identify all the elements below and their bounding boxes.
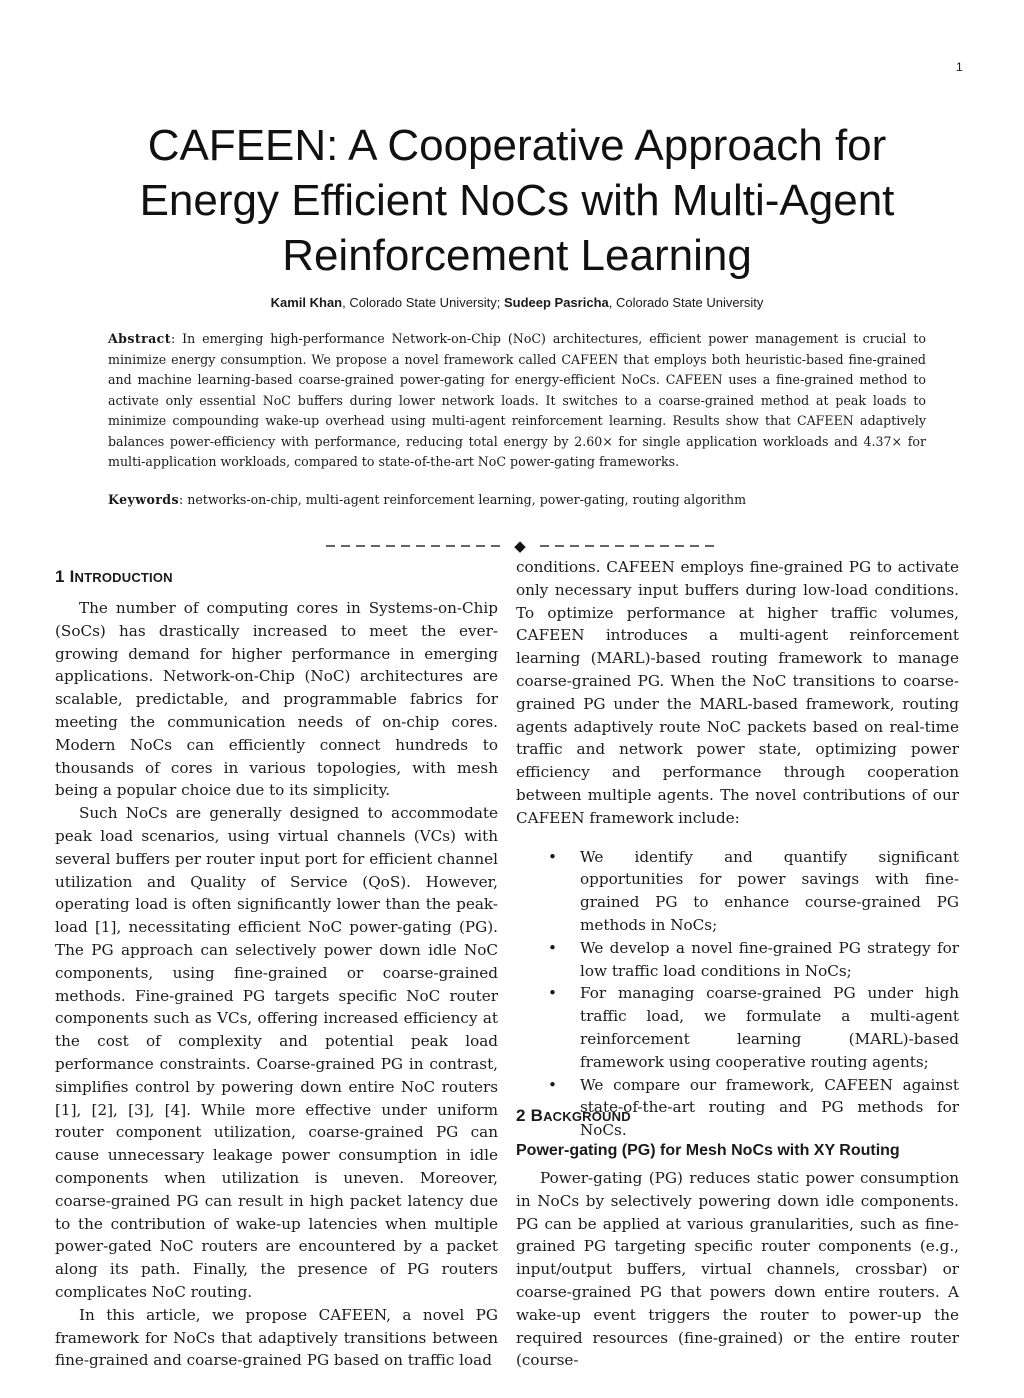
section-1-first-letter: I	[69, 567, 75, 586]
intro-paragraph-1: The number of computing cores in Systems-on-Chip (SoCs) has drastically increased to meet the ever-growing demand for higher performance in emerging applications. Network-on-Chip (NoC) architectures are scalable, predictable, and programmable fabrics for meeting the communication needs of on-chip cores. Modern NoCs can efficiently connect hundreds to thousands of cores in various topologies, with mesh being a popular choice due to its simplicity.	[55, 599, 498, 800]
intro-paragraph-3: In this article, we propose CAFEEN, a novel PG framework for NoCs that adaptively transitions between fine-grained and coarse-grained PG based on traffic load	[55, 1305, 498, 1370]
bullet-icon: •	[548, 938, 557, 957]
intro-continuation: conditions. CAFEEN employs fine-grained PG to activate only necessary input buffers during low-load conditions. To optimize performance at higher traffic volumes, CAFEEN introduces a multi-agent reinforcement learning (MARL)-based routing framework to manage coarse-grained PG. When the NoC transitions to coarse-grained PG under the MARL-based framework, routing agents adaptively route NoC packets based on real-time traffic and network power state, optimizing power efficiency and performance through cooperation between multiple agents. The novel contributions of our CAFEEN framework include:	[516, 558, 959, 827]
list-item: • For managing coarse-grained PG under high traffic load, we formulate a multi-agent reinforcement learning (MARL)-based framework using cooperative routing agents;	[548, 984, 959, 1071]
paper-title-line-1: CAFEEN: A Cooperative Approach for	[147, 121, 887, 170]
section-1-number: 1	[55, 567, 70, 586]
background-paragraph: Power-gating (PG) reduces static power consumption in NoCs by selectively powering down idle components. PG can be applied at various granularities, such as fine-grained PG targeting specific router components (e.g., input/output buffers, virtual channels, crossbar) or coarse-grained PG that powers down entire routers. A wake-up event triggers the router to power-up the required resources (fine-grained) or the entire router (course-	[516, 1169, 959, 1370]
section-1-rest: NTRODUCTION	[74, 570, 173, 585]
section-divider	[320, 535, 720, 555]
right-column	[516, 556, 959, 1142]
author-1-name: Kamil Khan	[270, 295, 343, 310]
title-block	[100, 118, 934, 310]
page-number: 1	[956, 60, 963, 74]
author-2-affiliation: , Colorado State University	[608, 295, 764, 310]
section-1-heading	[55, 567, 173, 587]
list-item: • We compare our framework, CAFEEN against state-of-the-art routing and PG methods for NoCs.	[548, 1075, 959, 1140]
section-2-heading	[516, 1106, 631, 1126]
keywords-label: Keywords	[108, 492, 179, 507]
keywords	[108, 490, 926, 511]
author-2-name: Sudeep Pasricha	[503, 295, 609, 310]
bullet-icon: •	[548, 847, 557, 866]
bullet-icon: •	[548, 1075, 557, 1094]
contributions-list	[516, 846, 959, 1142]
section-2-rest: ACKGROUND	[543, 1109, 631, 1124]
paper-title-line-3: Reinforcement Learning	[282, 231, 752, 280]
paper-title-line-2: Energy Efficient NoCs with Multi-Agent	[139, 176, 895, 225]
keywords-text: : networks-on-chip, multi-agent reinforcement learning, power-gating, routing algorithm	[178, 492, 747, 507]
abstract-label: Abstract	[108, 331, 171, 346]
background-paragraph-block	[516, 1167, 959, 1372]
left-column	[55, 597, 498, 1372]
abstract	[108, 329, 926, 473]
list-item: • We identify and quantify significant opportunities for power savings with fine-grained PG to enhance course-grained PG methods in NoCs;	[548, 847, 959, 934]
author-line	[100, 295, 934, 310]
divider-lines	[320, 535, 720, 555]
subsection-heading: Power-gating (PG) for Mesh NoCs with XY Routing	[516, 1142, 900, 1159]
author-1-affiliation: , Colorado State University;	[342, 295, 504, 310]
section-2-number: 2	[516, 1106, 531, 1125]
intro-paragraph-2: Such NoCs are generally designed to accommodate peak load scenarios, using virtual channels (VCs) with several buffers per router input port for efficient channel utilization and Quality of Service (QoS). However, operating load is often significantly lower than the peak-load [1], necessitating efficient NoC power-gating (PG). The PG approach can selectively power down idle NoC components, using fine-grained or coarse-grained methods. Fine-grained PG targets specific NoC router components such as VCs, offering increased efficiency at the cost of complexity and potential peak load performance constraints. Coarse-grained PG in contrast, simplifies control by powering down entire NoC routers [1], [2], [3], [4]. While more effective under uniform router component utilization, coarse-grained PG can cause unnecessary leakage power consumption in idle components when utilization is uneven. Moreover, coarse-grained PG can result in high packet latency due to the contribution of wake-up latencies when multiple power-gated NoC routers are encountered by a packet along its path. Finally, the presence of PG routers complicates NoC routing.	[55, 804, 498, 1301]
bullet-icon: •	[548, 984, 557, 1003]
divider-diamond-icon: ◆	[514, 537, 526, 555]
abstract-text: : In emerging high-performance Network-on-Chip (NoC) architectures, efficient power management is crucial to minimize energy consumption. We propose a novel framework called CAFEEN that employs both heuristic-based fine-grained and machine learning-based coarse-grained power-gating for energy-efficient NoCs. CAFEEN uses a fine-grained method to activate only essential NoC buffers during lower network loads. It switches to a coarse-grained method at peak loads to minimize compounding wake-up overhead using multi-agent reinforcement learning. Results show that CAFEEN adaptively balances power-efficiency with performance, reducing total energy by 2.60× for single application workloads and 4.37× for multi-application workloads, compared to state-of-the-art NoC power-gating frameworks.	[108, 331, 926, 469]
section-2-first-letter: B	[530, 1106, 544, 1125]
list-item: • We develop a novel fine-grained PG strategy for low traffic load conditions in NoCs;	[548, 938, 959, 980]
